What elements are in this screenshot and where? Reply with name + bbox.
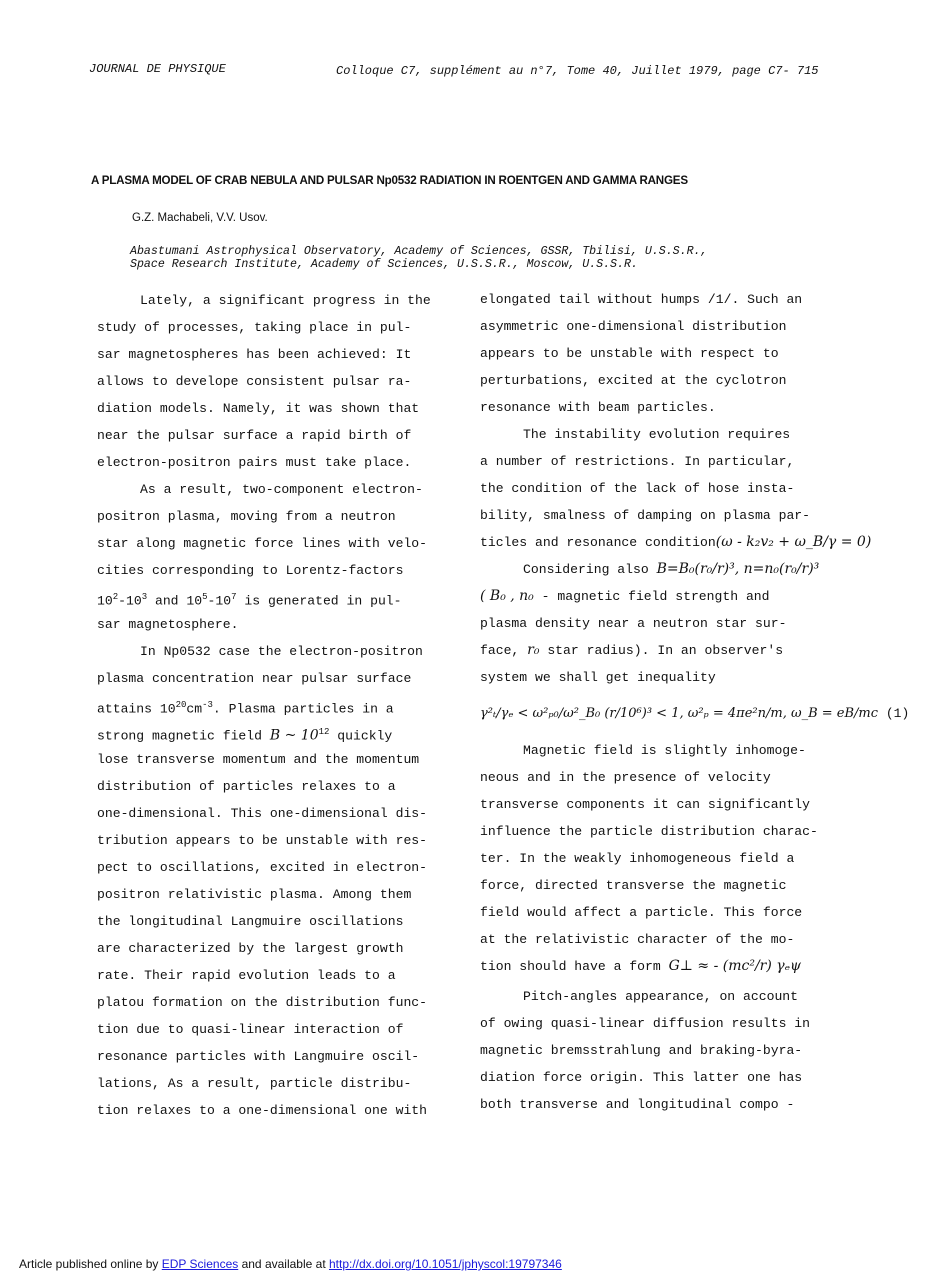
text-line: at the relativistic character of the mo- [480, 932, 795, 947]
text-line: field would affect a particle. This force [480, 905, 803, 920]
text-line: one-dimensional. This one-dimensional dis- [97, 806, 428, 821]
text-line: appears to be unstable with respect to [480, 346, 779, 361]
text-line: perturbations, excited at the cyclotron [480, 373, 787, 388]
text-line: plasma concentration near pulsar surface [97, 671, 412, 686]
field-symbol: B ~ 10 [269, 727, 319, 744]
concentration-line: attains $10^{20}cm^{-3}$. Plasma particles in a [97, 700, 394, 717]
text-line: of owing quasi-linear diffusion results in [480, 1016, 811, 1031]
text-line: lose transverse momentum and the momentum [97, 752, 420, 767]
text-line: tion due to quasi-linear interaction of [97, 1022, 404, 1037]
citation-header: Colloque C7, supplément au n°7, Tome 40, Juillet 1979, page C7- 715 [336, 64, 819, 78]
text-line: positron plasma, moving from a neutron [97, 509, 396, 524]
lorentz-factor-line: $10^2-10^3$ and $10^5-10^7$ is generated in pul- [97, 592, 402, 609]
text-line: electron-positron pairs must take place. [97, 455, 412, 470]
radius-line: face, r₀ star radius). In an observer's [480, 642, 784, 658]
resonance-formula: (ω - k₂v₂ + ω_B/γ = 0) [715, 534, 872, 550]
text-line: the longitudinal Langmuire oscillations [97, 914, 404, 929]
text-line: transverse components it can significantly [480, 797, 811, 812]
resonance-condition-line: ticles and resonance condition(ω - k₂v₂ + ω_B/γ = 0) [480, 534, 872, 550]
equation-1-formula: γ²ₜ/γₑ < ω²ₚ₀/ω²_B₀ (r/10⁶)³ < 1, ω²ₚ = 4πe²n/m, ω_B = eB/mc [480, 706, 879, 721]
text-line: tion relaxes to a one-dimensional one with [97, 1103, 428, 1118]
text-line: The instability evolution requires [523, 427, 791, 442]
definition-line: ( B₀ , n₀ - magnetic field strength and [480, 588, 770, 604]
affiliation-2: Space Research Institute, Academy of Sciences, U.S.S.R., Moscow, U.S.S.R. [130, 258, 638, 271]
text-line: system we shall get inequality [480, 670, 716, 685]
text-line: platou formation on the distribution func- [97, 995, 428, 1010]
text-line: allows to develope consistent pulsar ra- [97, 374, 412, 389]
text-line: are characterized by the largest growth [97, 941, 404, 956]
text-line: asymmetric one-dimensional distribution [480, 319, 787, 334]
text-line: resonance with beam particles. [480, 400, 716, 415]
text-line: diation force origin. This latter one has [480, 1070, 803, 1085]
text-line: cities corresponding to Lorentz-factors [97, 563, 404, 578]
text-line: As a result, two-component electron- [140, 482, 423, 497]
force-formula-line: tion should have a form G⊥ ≈ - (mc²/r) γₑψ [480, 958, 802, 974]
considering-line: Considering also B=B₀(r₀/r)³, n=n₀(r₀/r)³ [523, 561, 820, 577]
text-line: magnetic bremsstrahlung and braking-byra- [480, 1043, 803, 1058]
text-line: In Np0532 case the electron-positron [140, 644, 423, 659]
text-line: diation models. Namely, it was shown that [97, 401, 420, 416]
magnetic-field-line: strong magnetic field B ~ $10^{12}$ quickly [97, 727, 393, 744]
equation-number: (1) [885, 706, 910, 721]
footer-text: and available at [238, 1257, 329, 1271]
publisher-link[interactable]: EDP Sciences [161, 1257, 239, 1271]
text-line: a number of restrictions. In particular, [480, 454, 795, 469]
affiliation-1: Abastumani Astrophysical Observatory, Academy of Sciences, GSSR, Tbilisi, U.S.S.R., [130, 245, 708, 258]
text-line: resonance particles with Langmuire oscil- [97, 1049, 420, 1064]
text-line: ter. In the weakly inhomogeneous field a [480, 851, 795, 866]
publication-footer [19, 1257, 562, 1271]
text-line: tribution appears to be unstable with res- [97, 833, 428, 848]
left-column [97, 287, 462, 1124]
text-line: both transverse and longitudinal compo - [480, 1097, 795, 1112]
text-line: sar magnetospheres has been achieved: It [97, 347, 412, 362]
authors: G.Z. Machabeli, V.V. Usov. [132, 212, 268, 224]
text-line: sar magnetosphere. [97, 617, 239, 632]
text-line: the condition of the lack of hose insta- [480, 481, 795, 496]
affiliations [130, 245, 707, 271]
text-line: bility, smalness of damping on plasma par- [480, 508, 811, 523]
text-line: distribution of particles relaxes to a [97, 779, 396, 794]
text-line: Lately, a significant progress in the [140, 293, 431, 308]
text-line: rate. Their rapid evolution leads to a [97, 968, 396, 983]
article-title: A PLASMA MODEL OF CRAB NEBULA AND PULSAR Np0532 RADIATION IN ROENTGEN AND GAMMA RANGES [91, 174, 688, 187]
b0-n0-symbols: ( B₀ , n₀ [480, 588, 534, 604]
text-line: neous and in the presence of velocity [480, 770, 771, 785]
text-line: plasma density near a neutron star sur- [480, 616, 787, 631]
text-line: force, directed transverse the magnetic [480, 878, 787, 893]
text-line: star along magnetic force lines with velo- [97, 536, 428, 551]
footer-text: Article published online by [19, 1257, 162, 1271]
doi-link[interactable]: http://dx.doi.org/10.1051/jphyscol:19797346 [328, 1257, 562, 1271]
text-line: lations, As a result, particle distribu- [97, 1076, 412, 1091]
journal-name: JOURNAL DE PHYSIQUE [89, 62, 226, 76]
right-column [480, 286, 910, 1118]
text-line: pect to oscillations, excited in electron- [97, 860, 428, 875]
text-line: elongated tail without humps /1/. Such an [480, 292, 803, 307]
text-line: Pitch-angles appearance, on account [523, 989, 799, 1004]
text-line: positron relativistic plasma. Among them [97, 887, 412, 902]
equation-1 [480, 691, 910, 737]
force-formula: G⊥ ≈ - (mc²/r) γₑψ [668, 958, 802, 974]
field-density-formula: B=B₀(r₀/r)³, n=n₀(r₀/r)³ [656, 561, 820, 577]
text-line: study of processes, taking place in pul- [97, 320, 412, 335]
radius-symbol: r₀ [527, 642, 540, 658]
text-line: Magnetic field is slightly inhomoge- [523, 743, 806, 758]
text-line: influence the particle distribution charac- [480, 824, 818, 839]
text-line: near the pulsar surface a rapid birth of [97, 428, 412, 443]
